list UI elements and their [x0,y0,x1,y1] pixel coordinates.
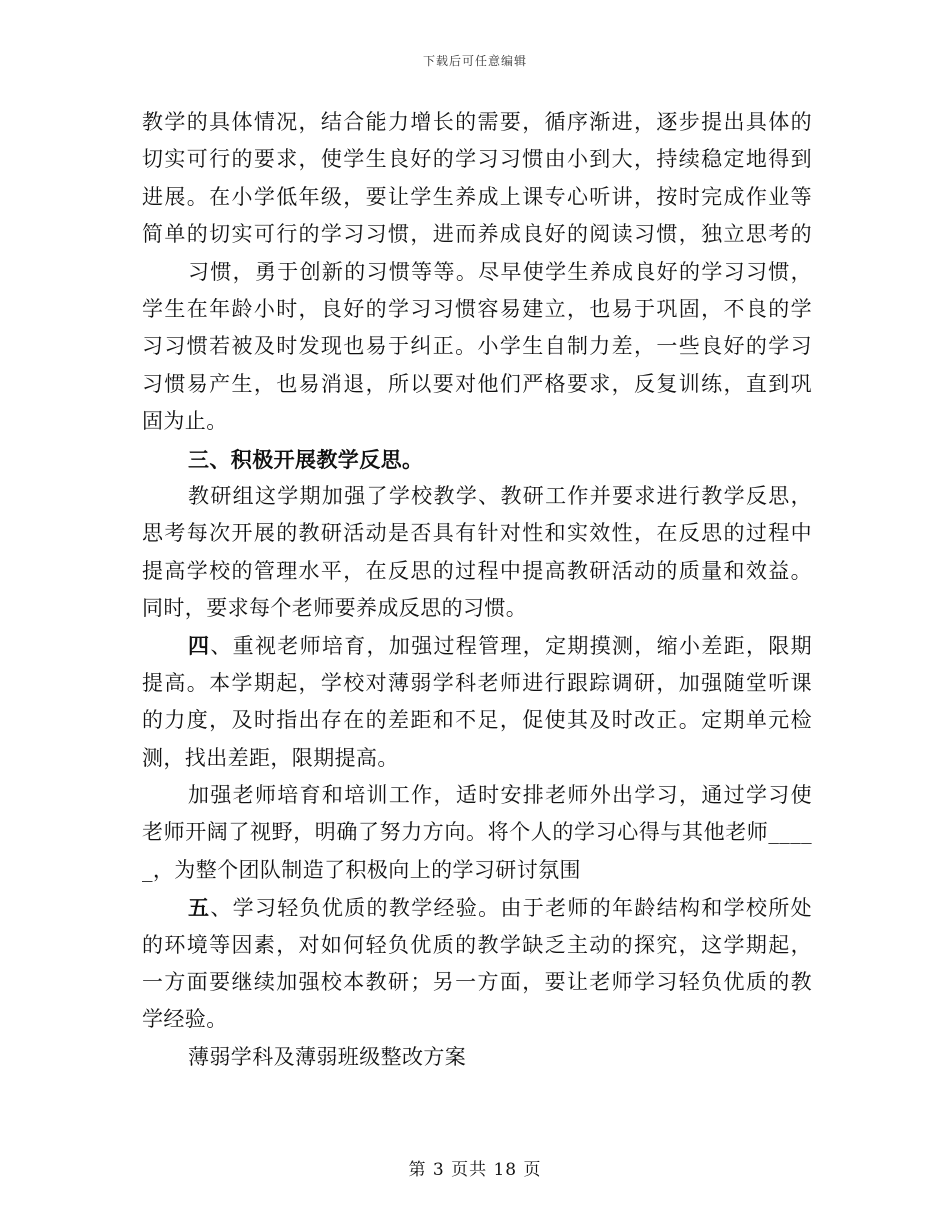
text-line: 教学的具体情况，结合能力增长的需要，循序渐进，逐步提出具体的 [142,110,812,134]
page-footer: 第 3 页共 18 页 [408,1160,542,1180]
text-line: 同时，要求每个老师要养成反思的习惯。 [142,596,528,621]
document-body [142,104,812,1076]
text-line: 固为止。 [142,409,228,434]
text-line: 的环境等因素，对如何轻负优质的教学缺乏主动的探究，这学期起， [142,932,812,957]
text-line: 测，找出差距，限期提高。 [142,745,399,770]
text-line: 学经验。 [142,1007,228,1032]
text-line: 进展。在小学低年级，要让学生养成上课专心听讲，按时完成作业等 [142,184,812,209]
section-number: 四 [188,633,211,659]
text-span: 、重视老师培育，加强过程管理，定期摸测，缩小差距，限期 [210,634,812,659]
text-line: 简单的切实可行的学习习惯，进而养成良好的阅读习惯，独立思考的 [142,222,812,247]
text-line: 学生在年龄小时，良好的学习习惯容易建立，也易于巩固，不良的学 [142,296,812,321]
next-document-title: 薄弱学科及薄弱班级整改方案 [188,1044,467,1069]
text-line: 习惯，勇于创新的习惯等等。尽早使学生养成良好的学习习惯， [188,259,812,284]
text-line: 老师开阔了视野，明确了努力方向。将个人的学习心得与其他老师____ [142,820,812,845]
text-line: 习惯易产生，也易消退，所以要对他们严格要求，反复训练，直到巩 [142,371,812,396]
text-span: 、学习轻负优质的教学经验。由于老师的年龄结构和学校所处 [210,896,812,921]
text-line: 思考每次开展的教研活动是否具有针对性和实效性，在反思的过程中 [142,521,812,546]
text-line: 加强老师培育和培训工作，适时安排老师外出学习，通过学习使 [188,783,812,808]
text-line: 提高学校的管理水平，在反思的过程中提高教研活动的质量和效益。 [142,558,812,583]
text-line: 的力度，及时指出存在的差距和不足，促使其及时改正。定期单元检 [142,708,812,733]
text-line: 教研组这学期加强了学校教学、教研工作并要求进行教学反思， [188,483,812,508]
section-number: 五 [188,895,211,921]
section-heading: 三、积极开展教学反思。 [188,446,424,472]
text-line: 提高。本学期起，学校对薄弱学科老师进行跟踪调研，加强随堂听课 [142,670,812,695]
text-line [142,627,812,664]
page-header: 下载后可任意编辑 [422,54,527,68]
text-line: 习习惯若被及时发现也易于纠正。小学生自制力差，一些良好的学习 [142,334,812,359]
text-line: _，为整个团队制造了积极向上的学习研讨氛围 [142,857,581,882]
text-line: 切实可行的要求，使学生良好的学习习惯由小到大，持续稳定地得到 [142,147,812,172]
text-line [142,889,812,926]
text-line: 一方面要继续加强校本教研；另一方面，要让老师学习轻负优质的教 [142,969,812,994]
